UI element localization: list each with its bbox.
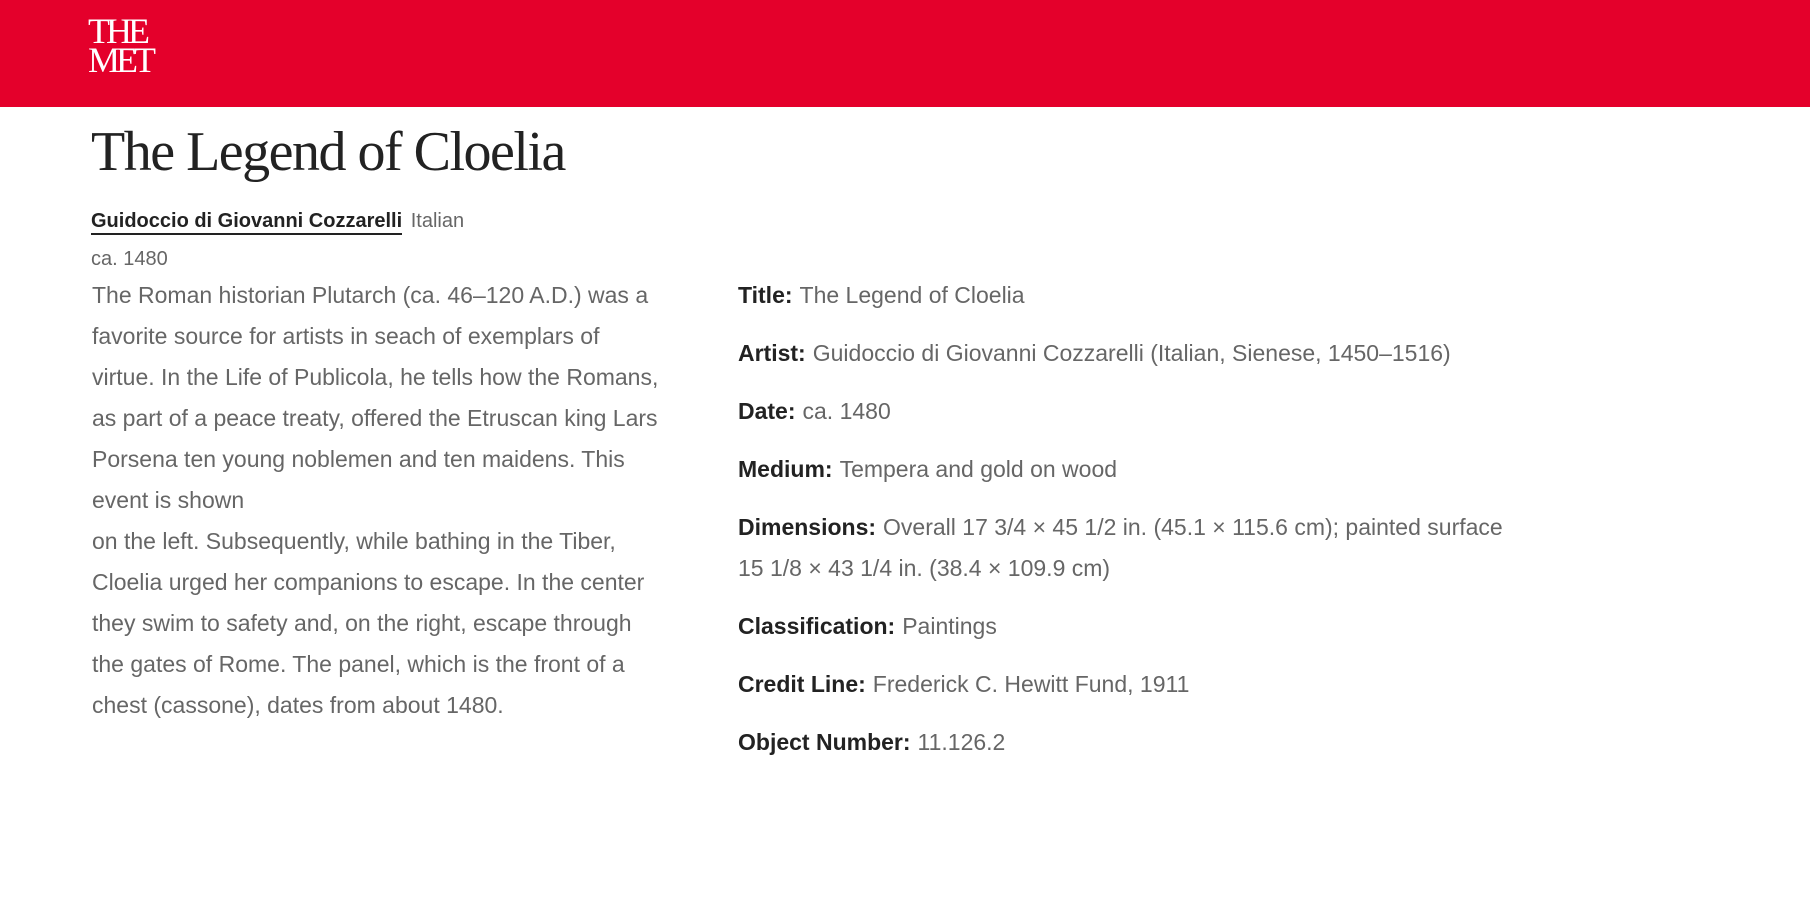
detail-value: Overall 17 3/4 × 45 1/2 in. (45.1 × 115.6 cm); painted surface 15 1/8 × 43 1/4 in. (38.4 × 109.9 cm) — [738, 514, 1503, 581]
object-details — [738, 275, 1518, 780]
detail-value: Paintings — [902, 613, 997, 639]
detail-artist — [738, 333, 1518, 374]
artwork-description — [92, 275, 662, 726]
detail-label: Classification: — [738, 613, 896, 639]
detail-title — [738, 275, 1518, 316]
detail-medium — [738, 449, 1518, 490]
detail-date — [738, 391, 1518, 432]
artist-attribution — [91, 210, 464, 233]
logo-line-the: THE — [88, 11, 146, 51]
description-paragraph-2: on the left. Subsequently, while bathing in the Tiber, Cloelia urged her companions to escape. In the center they swim to safety and, on the right, escape through the gates of Rome. The panel, which is the front of a chest (cassone), dates from about 1480. — [92, 528, 645, 718]
detail-value: 11.126.2 — [917, 729, 1006, 755]
artwork-date: ca. 1480 — [91, 248, 168, 270]
logo-line-met: MET — [88, 40, 152, 80]
detail-object-number — [738, 722, 1518, 763]
detail-label: Dimensions: — [738, 514, 877, 540]
artist-link[interactable]: Guidoccio di Giovanni Cozzarelli — [91, 210, 402, 235]
met-logo[interactable] — [88, 11, 152, 80]
detail-dimensions — [738, 507, 1518, 589]
artist-nationality: Italian — [410, 210, 465, 232]
detail-label: Medium: — [738, 456, 833, 482]
detail-label: Artist: — [738, 340, 806, 366]
detail-credit-line — [738, 664, 1518, 705]
detail-label: Date: — [738, 398, 796, 424]
detail-value: ca. 1480 — [802, 398, 891, 424]
detail-label: Object Number: — [738, 729, 911, 755]
detail-label: Credit Line: — [738, 671, 866, 697]
detail-classification — [738, 606, 1518, 647]
detail-value: Tempera and gold on wood — [839, 456, 1118, 482]
page-title: The Legend of Cloelia — [91, 121, 565, 183]
description-paragraph-1: The Roman historian Plutarch (ca. 46–120 A.D.) was a favorite source for artists in seach of exemplars of virtue. In the Life of Publicola, he tells how the Romans, as part of a peace treaty, offered the Etruscan king Lars Porsena ten young noblemen and ten maidens. This event is shown — [92, 282, 659, 513]
detail-value: The Legend of Cloelia — [799, 282, 1025, 308]
detail-value: Frederick C. Hewitt Fund, 1911 — [872, 671, 1190, 697]
site-header — [0, 0, 1810, 107]
detail-value: Guidoccio di Giovanni Cozzarelli (Italian, Sienese, 1450–1516) — [812, 340, 1451, 366]
detail-label: Title: — [738, 282, 793, 308]
